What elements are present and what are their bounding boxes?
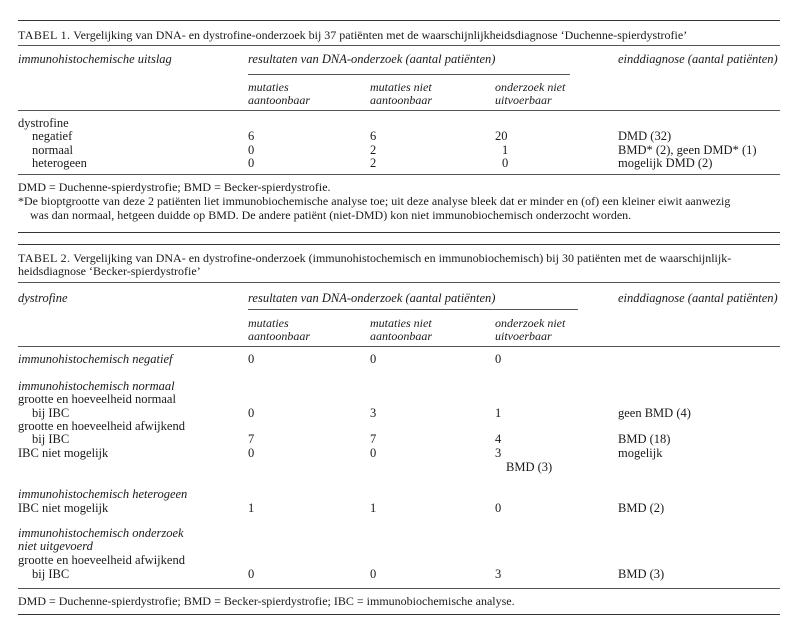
table1-row-label: heterogeen bbox=[32, 156, 87, 170]
table2-cell: 3 bbox=[370, 406, 377, 420]
table1-cell: 2 bbox=[370, 143, 377, 157]
table1-sub-mut-1: mutaties bbox=[248, 80, 289, 94]
table2-row-label: grootte en hoeveelheid normaal bbox=[18, 392, 176, 406]
table1-group-label: dystrofine bbox=[18, 116, 69, 130]
table1-cell: 0 bbox=[248, 156, 255, 170]
table1-top-rule bbox=[18, 20, 780, 21]
table2-cell: 0 bbox=[370, 446, 377, 460]
table2-group-label: immunohistochemisch normaal bbox=[18, 379, 175, 393]
table2-sub-na-2: uitvoerbaar bbox=[495, 329, 552, 343]
table1-cell: 2 bbox=[370, 156, 377, 170]
table2-cell: 0 bbox=[370, 567, 377, 581]
table2-caption-rule bbox=[18, 282, 780, 283]
table2-sub-nmut-2: aantoonbaar bbox=[370, 329, 433, 343]
table2-sub-mut-1: mutaties bbox=[248, 316, 289, 330]
table2-cell-final: geen BMD (4) bbox=[618, 406, 691, 420]
table1-row-label: negatief bbox=[32, 129, 73, 143]
table2-sub-na-1: onderzoek niet bbox=[495, 316, 566, 330]
table1-sub-mut-2: aantoonbaar bbox=[248, 93, 311, 107]
table1-row-label: normaal bbox=[32, 143, 73, 157]
table2-col-dna: resultaten van DNA-onderzoek (aantal patiënten) bbox=[248, 291, 496, 305]
table2-cell: 3 bbox=[495, 446, 502, 460]
table2-row-label: IBC niet mogelijk bbox=[18, 446, 109, 460]
table1-sub-na-2: uitvoerbaar bbox=[495, 93, 552, 107]
table1-sub-nmut-1: mutaties niet bbox=[370, 80, 432, 94]
table2-cell: 0 bbox=[248, 567, 255, 581]
table2-cell-final: mogelijk bbox=[618, 446, 663, 460]
table2-cell: 1 bbox=[370, 501, 377, 515]
table2-cell: 0 bbox=[495, 352, 502, 366]
table2-caption-text: Vergelijking van DNA- en dystrofine-onderzoek (immunohistochemisch en immunobiochemisch) bij 30 patiënten met de waarschijnlijk- bbox=[73, 251, 732, 265]
table1-cell: 6 bbox=[370, 129, 377, 143]
table2-top-rule bbox=[18, 244, 780, 245]
table2-cell: 1 bbox=[248, 501, 255, 515]
table1-note-footnote-1: *De bioptgrootte van deze 2 patiënten liet immunobiochemische analyse toe; uit deze analyse bleek dat er minder en (of) een kleiner eiwit aanwezig bbox=[18, 194, 731, 208]
table1-cell-final: BMD* (2), geen DMD* (1) bbox=[618, 143, 757, 157]
table1-col-final: einddiagnose (aantal patiënten) bbox=[618, 52, 778, 66]
table2-bottom-rule bbox=[18, 614, 780, 615]
table2-group-label: immunohistochemisch onderzoek bbox=[18, 526, 184, 540]
table1-caption bbox=[18, 28, 687, 42]
table1-cell: 0 bbox=[502, 156, 509, 170]
table1-cell: 1 bbox=[502, 143, 509, 157]
table2-dna-rule bbox=[248, 309, 578, 310]
table1-bottom-rule bbox=[18, 232, 780, 233]
table1-dna-rule bbox=[248, 74, 570, 75]
table1-caption-text: Vergelijking van DNA- en dystrofine-onderzoek bij 37 patiënten met de waarschijnlijkheidsdiagnose ‘Duchenne-spierdystrofie’ bbox=[73, 28, 688, 42]
table1-cell-final: mogelijk DMD (2) bbox=[618, 156, 713, 170]
table2-cell: 0 bbox=[495, 501, 502, 515]
table2-cell: 3 bbox=[495, 567, 502, 581]
table2-row-label: IBC niet mogelijk bbox=[18, 501, 109, 515]
table1-cell: 6 bbox=[248, 129, 255, 143]
table2-col-dys: dystrofine bbox=[18, 291, 68, 305]
table2-group-label: immunohistochemisch heterogeen bbox=[18, 487, 188, 501]
table2-cell-final-cont: BMD (3) bbox=[506, 460, 553, 474]
table2-cell: 1 bbox=[495, 406, 502, 420]
table2-cell: 4 bbox=[495, 432, 502, 446]
table2-row-label-cont: bij IBC bbox=[32, 432, 70, 446]
table1-sub-nmut-2: aantoonbaar bbox=[370, 93, 433, 107]
table1-note-abbrev: DMD = Duchenne-spierdystrofie; BMD = Becker-spierdystrofie. bbox=[18, 180, 331, 194]
table2-group-label: immunohistochemisch negatief bbox=[18, 352, 173, 366]
table2-cell-final: BMD (2) bbox=[618, 501, 665, 515]
table1-note-footnote-2: was dan normaal, hetgeen duidde op BMD. De andere patiënt (niet-DMD) kon niet immunobiochemisch onderzocht worden. bbox=[30, 208, 632, 222]
table2-col-final: einddiagnose (aantal patiënten) bbox=[618, 291, 778, 305]
table1-cell: 0 bbox=[248, 143, 255, 157]
table1-col-dna: resultaten van DNA-onderzoek (aantal patiënten) bbox=[248, 52, 496, 66]
table1-cell: 20 bbox=[495, 129, 508, 143]
table2-note-abbrev: DMD = Duchenne-spierdystrofie; BMD = Becker-spierdystrofie; IBC = immunobiochemische analyse. bbox=[18, 594, 515, 608]
table2-cell: 7 bbox=[248, 432, 255, 446]
table1-header-rule bbox=[18, 110, 780, 111]
table2-group-label-cont: niet uitgevoerd bbox=[18, 539, 93, 553]
table1-body-rule bbox=[18, 174, 780, 175]
table2-cell-final: BMD (18) bbox=[618, 432, 671, 446]
table2-row-label-cont: bij IBC bbox=[32, 406, 70, 420]
table2-row-label: grootte en hoeveelheid afwijkend bbox=[18, 419, 185, 433]
table2-cell: 7 bbox=[370, 432, 377, 446]
table2-cell-final: BMD (3) bbox=[618, 567, 665, 581]
table2-sub-nmut-1: mutaties niet bbox=[370, 316, 432, 330]
table1-col-immuno: immunohistochemische uitslag bbox=[18, 52, 172, 66]
table2-sub-mut-2: aantoonbaar bbox=[248, 329, 311, 343]
table1-caption-label: TABEL 1. bbox=[18, 28, 71, 42]
table2-cell: 0 bbox=[248, 352, 255, 366]
table1-caption-rule bbox=[18, 45, 780, 46]
table2-header-rule bbox=[18, 346, 780, 347]
table2-caption-line-2: heidsdiagnose ‘Becker-spierdystrofie’ bbox=[18, 264, 201, 278]
table2-row-label-cont: bij IBC bbox=[32, 567, 70, 581]
table2-cell: 0 bbox=[248, 446, 255, 460]
table1-sub-na-1: onderzoek niet bbox=[495, 80, 566, 94]
table2-cell: 0 bbox=[248, 406, 255, 420]
table1-cell-final: DMD (32) bbox=[618, 129, 672, 143]
table2-row-label: grootte en hoeveelheid afwijkend bbox=[18, 553, 185, 567]
table2-caption-label: TABEL 2. bbox=[18, 251, 71, 265]
table2-body-rule bbox=[18, 588, 780, 589]
table2-cell: 0 bbox=[370, 352, 377, 366]
